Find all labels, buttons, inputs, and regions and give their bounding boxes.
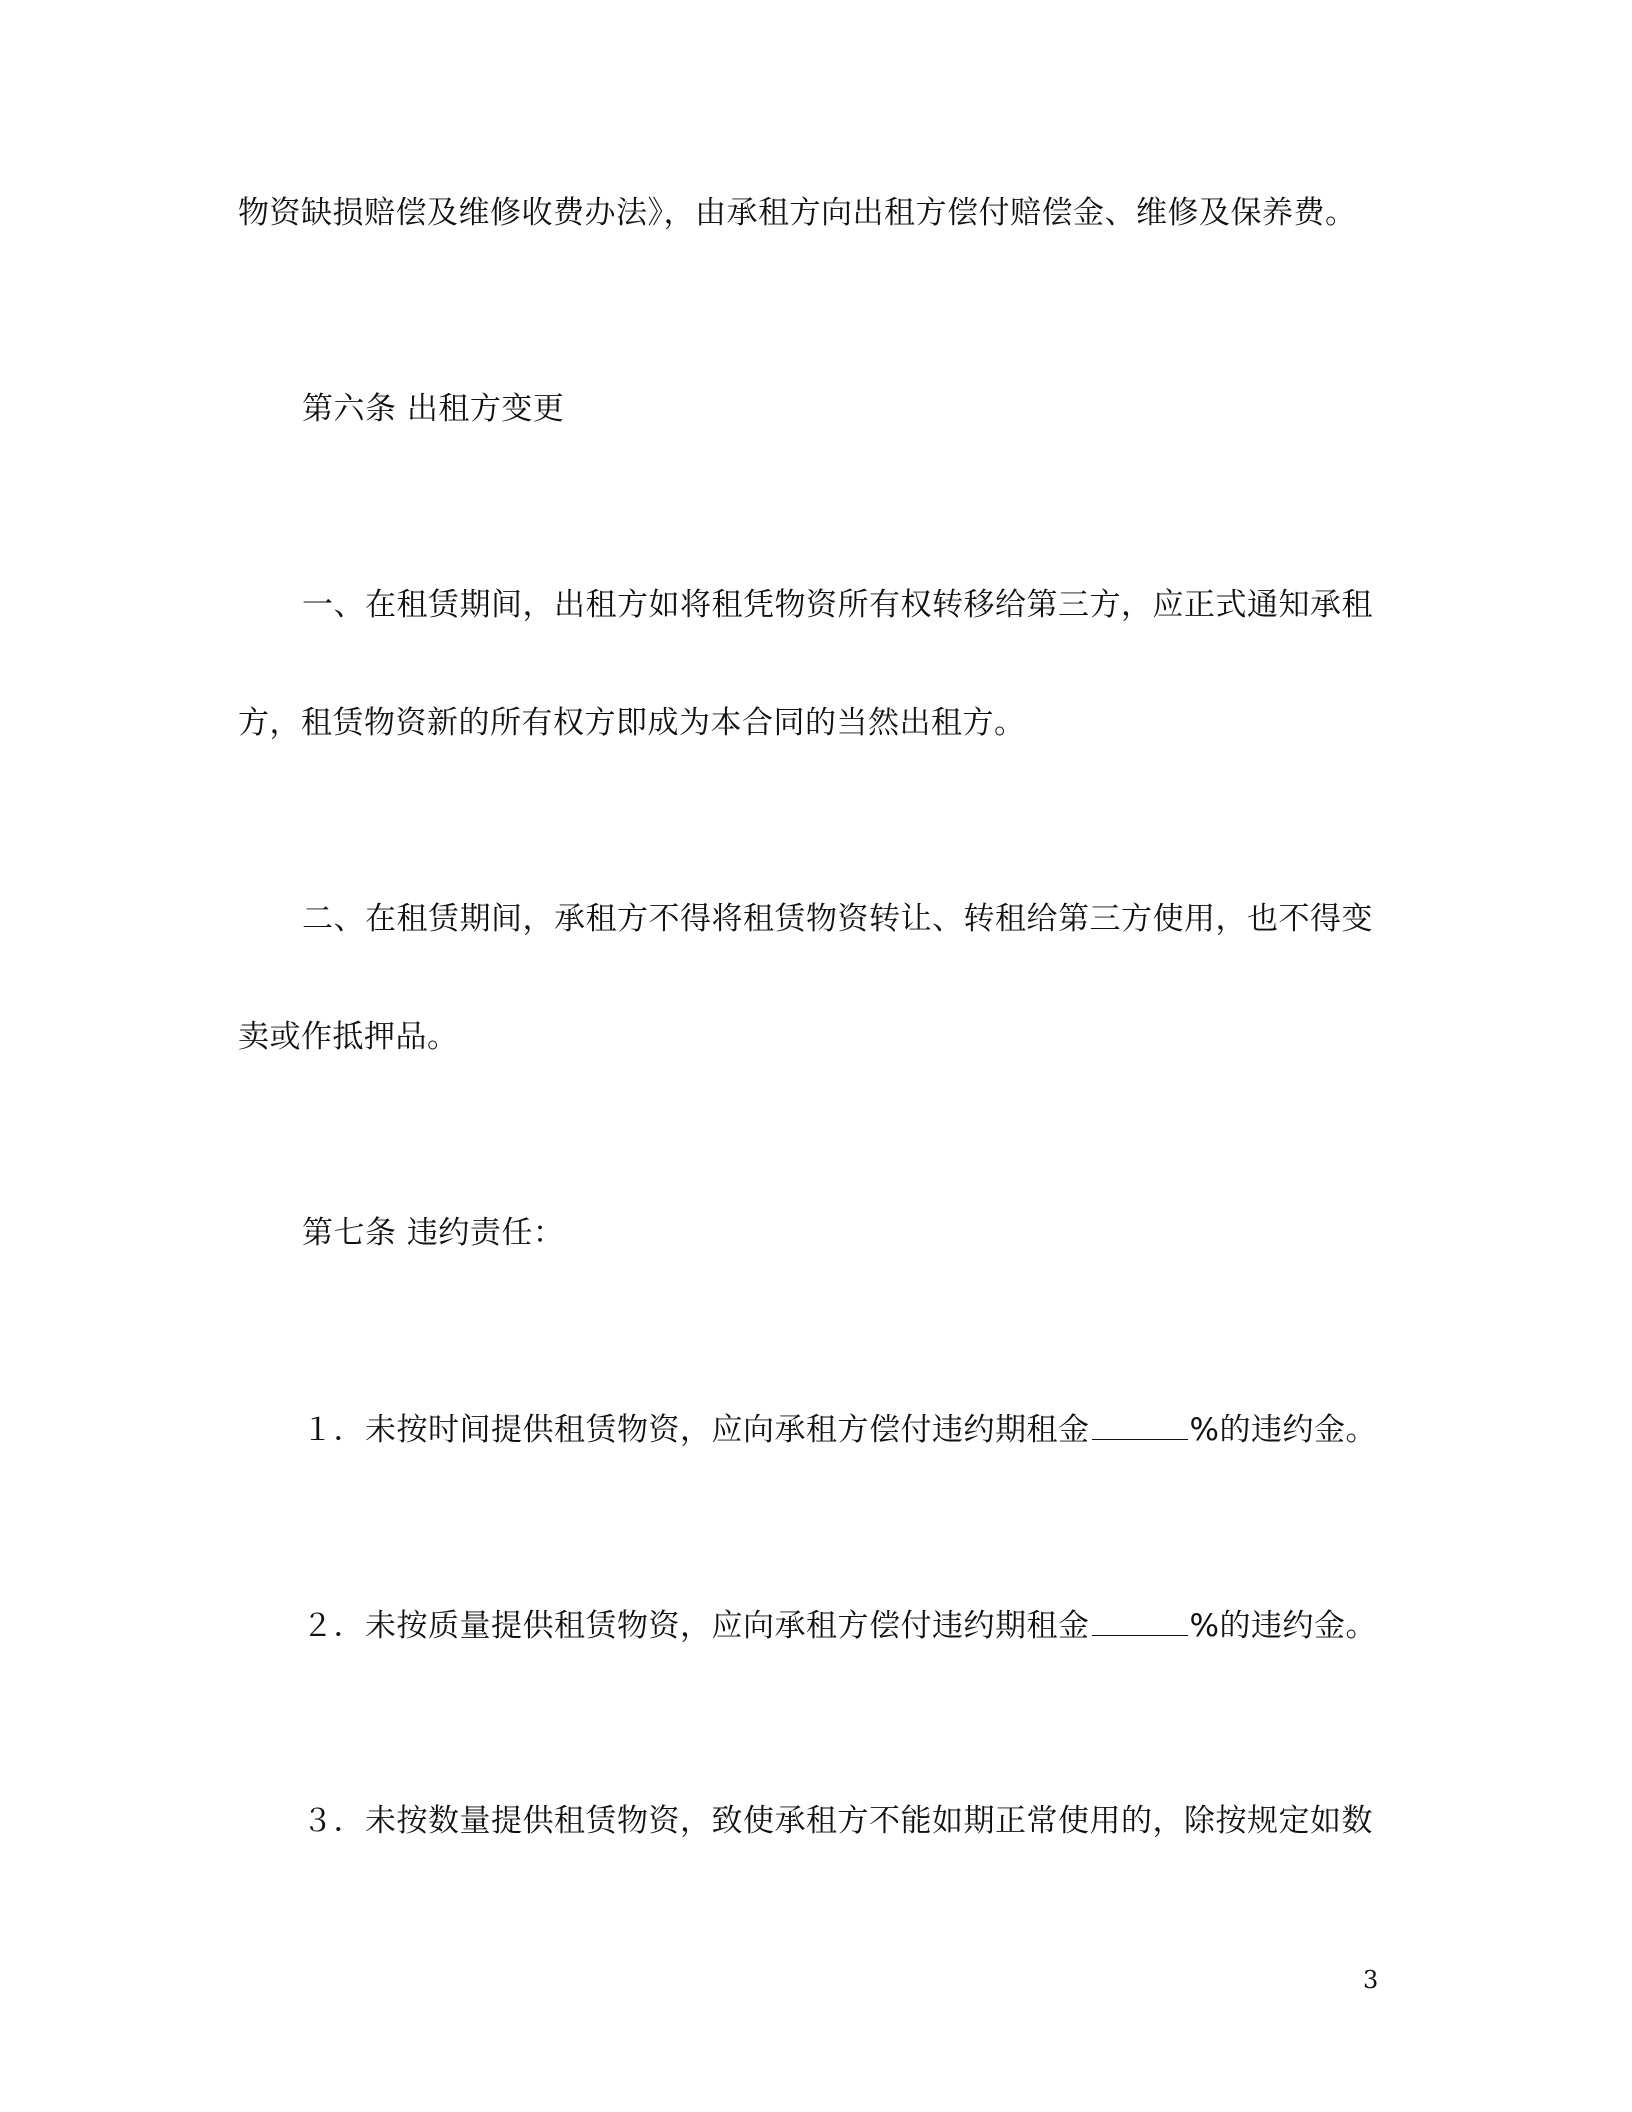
article-6-item-2-line-1: 二、在租赁期间，承租方不得将租赁物资转让、转租给第三方使用，也不得变 [302, 901, 1373, 937]
article-6-item-1-line-1: 一、在租赁期间，出租方如将租凭物资所有权转移给第三方，应正式通知承租 [302, 587, 1373, 623]
paragraph-line-damage-compensation: 物资缺损赔偿及维修收费办法》，由承租方向出租方偿付赔偿金、维修及保养费。 [238, 195, 1357, 231]
article-7-clause-1 [302, 1409, 1377, 1450]
clause-2-text: ２．未按质量提供租赁物资，应向承租方偿付违约期租金 [302, 1608, 1090, 1644]
article-7-clause-2 [302, 1605, 1377, 1646]
clause-1-suffix: %的违约金。 [1189, 1412, 1377, 1448]
article-6-item-1-line-2: 方，租赁物资新的所有权方即成为本合同的当然出租方。 [238, 705, 1026, 741]
clause-1-percentage-blank [1092, 1409, 1188, 1440]
article-6-heading: 第六条 出租方变更 [302, 391, 565, 427]
clause-2-percentage-blank [1092, 1605, 1188, 1636]
article-7-clause-3: ３．未按数量提供租赁物资，致使承租方不能如期正常使用的，除按规定如数 [302, 1803, 1373, 1839]
page-number: 3 [1363, 1966, 1379, 1994]
clause-1-text: １．未按时间提供租赁物资，应向承租方偿付违约期租金 [302, 1412, 1090, 1448]
article-7-heading: 第七条 违约责任： [302, 1215, 565, 1251]
article-6-item-2-line-2: 卖或作抵押品。 [238, 1019, 459, 1055]
clause-2-suffix: %的违约金。 [1189, 1608, 1377, 1644]
